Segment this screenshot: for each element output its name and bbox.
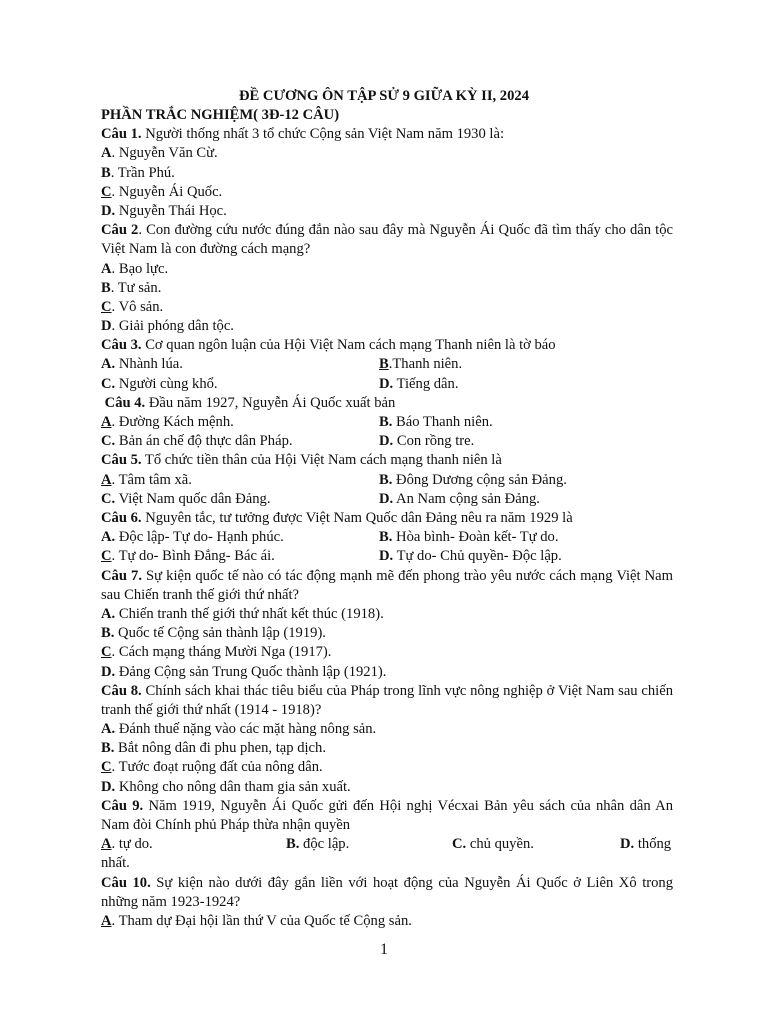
option-d (620, 835, 671, 854)
option-d (101, 317, 673, 336)
option-text: An Nam cộng sản Đảng. (393, 490, 540, 507)
option-text: . Vô sản. (111, 298, 164, 315)
question-text: Người thống nhất 3 tổ chức Cộng sản Việt Nam năm 1930 là: (141, 126, 505, 143)
option-letter: B. (379, 471, 393, 488)
option-letter: D. (379, 490, 394, 507)
question-3 (101, 336, 673, 355)
option-text: Không cho nông dân tham gia sản xuất. (115, 778, 351, 795)
option-letter: A. (101, 529, 116, 546)
option-letter: D. (379, 433, 394, 450)
option-row (101, 547, 673, 566)
option-letter: C (101, 548, 112, 565)
option-text: Đánh thuế nặng vào các mặt hàng nông sản. (115, 721, 377, 738)
option-b (101, 164, 673, 183)
question-text: Tổ chức tiền thân của Hội Việt Nam cách mạng thanh niên là (141, 452, 502, 469)
option-letter: C. (101, 375, 116, 392)
option-c (101, 643, 673, 662)
option-letter: A (101, 913, 112, 930)
question-text: Cơ quan ngôn luận của Hội Việt Nam cách mạng Thanh niên là tờ báo (141, 337, 556, 354)
question-9 (101, 797, 673, 835)
option-text: . Tư sản. (110, 279, 162, 296)
option-letter: D. (379, 375, 394, 392)
question-text: Sự kiện quốc tế nào có tác động mạnh mẽ đến phong trào yêu nước cách mạng Việt Nam sau Chiến tranh thế giới thứ nhất? (101, 567, 674, 603)
option-text: . Giải phóng dân tộc. (111, 318, 234, 335)
option-row (101, 528, 673, 547)
option-letter: B. (101, 740, 115, 757)
question-2 (101, 221, 673, 259)
option-b (286, 835, 452, 854)
option-letter: C. (452, 836, 467, 853)
option-row (101, 835, 673, 854)
option-letter: C. (101, 490, 116, 507)
option-a (101, 355, 379, 374)
option-text: . tự do. (111, 836, 153, 853)
option-a (101, 260, 673, 279)
option-letter: A (101, 836, 112, 853)
option-d (101, 202, 673, 221)
option-letter: C. (101, 433, 116, 450)
option-letter: B. (379, 414, 393, 431)
option-d (379, 375, 458, 394)
option-letter: B. (379, 529, 393, 546)
option-a (101, 720, 673, 739)
option-a (101, 835, 286, 854)
question-1 (101, 125, 673, 144)
option-text: . Tham dự Đại hội lần thứ V của Quốc tế Cộng sản. (111, 913, 412, 930)
option-letter: C (101, 759, 112, 776)
option-d-continuation: nhất. (101, 855, 130, 872)
question-label: Câu 7. (101, 567, 142, 584)
option-row (101, 490, 673, 509)
option-text: .Thanh niên. (388, 356, 463, 373)
option-text: Người cùng khổ. (115, 375, 218, 392)
option-text: . Tước đoạt ruộng đất của nông dân. (111, 759, 323, 776)
option-text: . Tâm tâm xã. (111, 471, 192, 488)
option-d (101, 778, 673, 797)
option-text: . Cách mạng tháng Mười Nga (1917). (111, 644, 332, 661)
option-text: độc lập. (299, 836, 350, 853)
question-label: Câu 3. (101, 337, 142, 354)
document-body (101, 106, 673, 931)
question-text: Chính sách khai thác tiêu biểu của Pháp trong lĩnh vực nông nghiệp ở Việt Nam sau chiến tranh thế giới thứ nhất (1914 - 1918)? (101, 682, 674, 718)
option-row (101, 375, 673, 394)
option-c (101, 375, 379, 394)
question-7 (101, 567, 673, 605)
question-label: Câu 10. (101, 874, 151, 891)
option-row (101, 432, 673, 451)
question-text: . Con đường cứu nước đúng đắn nào sau đây mà Nguyễn Ái Quốc đã tìm thấy cho dân tộc Việt Nam là con đường cách mạng? (101, 222, 673, 258)
option-c (101, 490, 379, 509)
option-row (101, 471, 673, 490)
option-letter: A. (101, 356, 116, 373)
option-letter: D. (379, 548, 394, 565)
option-text: Nguyễn Thái Học. (115, 202, 227, 219)
option-letter: C (101, 298, 112, 315)
document-title: ĐỀ CƯƠNG ÔN TẬP SỬ 9 GIỮA KỲ II, 2024 (238, 88, 529, 104)
option-a (101, 605, 673, 624)
option-row (101, 355, 673, 374)
question-label: Câu 8. (101, 682, 142, 699)
question-label: Câu 5. (101, 452, 142, 469)
option-letter: B (101, 279, 111, 296)
option-c (101, 432, 379, 451)
option-letter: D. (101, 778, 116, 795)
question-5 (101, 451, 673, 470)
option-text: Quốc tế Cộng sản thành lập (1919). (114, 625, 326, 642)
option-d (379, 432, 474, 451)
option-text: . Bạo lực. (111, 260, 169, 277)
question-label: Câu 4. (104, 394, 146, 411)
option-text: . Đường Kách mệnh. (111, 414, 234, 431)
option-d (101, 663, 673, 682)
option-text: Báo Thanh niên. (392, 414, 493, 431)
question-text: Sự kiện nào dưới đây gắn liền với hoạt động của Nguyễn Ái Quốc ở Liên Xô trong những năm 1923-1924? (101, 874, 674, 910)
option-letter: A (101, 414, 112, 431)
option-c (452, 835, 620, 854)
option-text: chủ quyền. (466, 836, 534, 853)
option-text: . Nguyễn Văn Cừ. (111, 145, 218, 162)
question-label: Câu 9. (101, 797, 144, 814)
question-text: Nguyên tắc, tư tưởng được Việt Nam Quốc dân Đảng nêu ra năm 1929 là (141, 509, 573, 526)
option-a (101, 413, 379, 432)
option-b (101, 279, 673, 298)
option-text: Tự do- Chủ quyền- Độc lập. (393, 548, 562, 565)
question-label: Câu 2 (101, 222, 139, 239)
option-text: Con rồng tre. (393, 433, 475, 450)
option-letter: D. (620, 836, 635, 853)
option-letter: A (101, 260, 112, 277)
option-text: Hòa bình- Đoàn kết- Tự do. (392, 529, 559, 546)
option-text: Độc lập- Tự do- Hạnh phúc. (115, 529, 284, 546)
option-letter: D. (101, 663, 116, 680)
option-text: Đông Dương cộng sản Đảng. (392, 471, 567, 488)
question-text: Năm 1919, Nguyễn Ái Quốc gửi đến Hội nghị Vécxai Bản yêu sách của nhân dân An Nam đòi Chính phủ Pháp thừa nhận quyền (101, 797, 673, 834)
option-letter: B. (101, 625, 115, 642)
option-d (379, 547, 562, 566)
option-a (101, 144, 673, 163)
option-letter: B. (286, 836, 300, 853)
question-10 (101, 874, 673, 912)
option-b (379, 413, 493, 432)
option-c (101, 298, 673, 317)
option-text: Bắt nông dân đi phu phen, tạp dịch. (114, 740, 326, 757)
question-8 (101, 682, 673, 720)
option-letter: D. (101, 202, 116, 219)
option-a (101, 528, 379, 547)
section-heading: PHẦN TRẮC NGHIỆM( 3Đ-12 CÂU) (101, 107, 340, 123)
option-b (101, 739, 673, 758)
option-text: Tiếng dân. (393, 375, 459, 392)
option-letter: D (101, 318, 112, 335)
option-text: Việt Nam quốc dân Đảng. (115, 490, 271, 507)
question-4 (101, 394, 673, 413)
question-label: Câu 1. (101, 126, 142, 143)
question-6 (101, 509, 673, 528)
option-letter: A (101, 471, 112, 488)
option-letter: C (101, 644, 112, 661)
question-text: Đầu năm 1927, Nguyễn Ái Quốc xuất bản (145, 394, 396, 411)
option-text: . Tự do- Bình Đẳng- Bác ái. (111, 548, 275, 565)
option-b (379, 528, 559, 547)
option-letter: A (101, 145, 112, 162)
option-a (101, 471, 379, 490)
option-letter: A. (101, 605, 116, 622)
option-letter: A. (101, 721, 116, 738)
option-a (101, 912, 673, 931)
option-text: Nhành lúa. (115, 356, 183, 373)
option-text: . Trần Phú. (110, 164, 175, 181)
option-c (101, 758, 673, 777)
option-letter: B (101, 164, 111, 181)
option-b (379, 355, 462, 374)
option-b (101, 624, 673, 643)
option-text: Đảng Cộng sản Trung Quốc thành lập (1921). (115, 663, 387, 680)
question-label: Câu 6. (101, 509, 142, 526)
option-b (379, 471, 567, 490)
option-letter: B (379, 356, 389, 373)
option-row (101, 413, 673, 432)
option-c (101, 547, 379, 566)
option-d (379, 490, 540, 509)
option-text: Chiến tranh thế giới thứ nhất kết thúc (1918). (115, 605, 384, 622)
option-text: . Nguyễn Ái Quốc. (111, 183, 223, 200)
option-text: Bản án chế độ thực dân Pháp. (115, 433, 293, 450)
option-c (101, 183, 673, 202)
option-text: thống (634, 836, 672, 853)
option-letter: C (101, 183, 112, 200)
page-number: 1 (380, 941, 388, 958)
